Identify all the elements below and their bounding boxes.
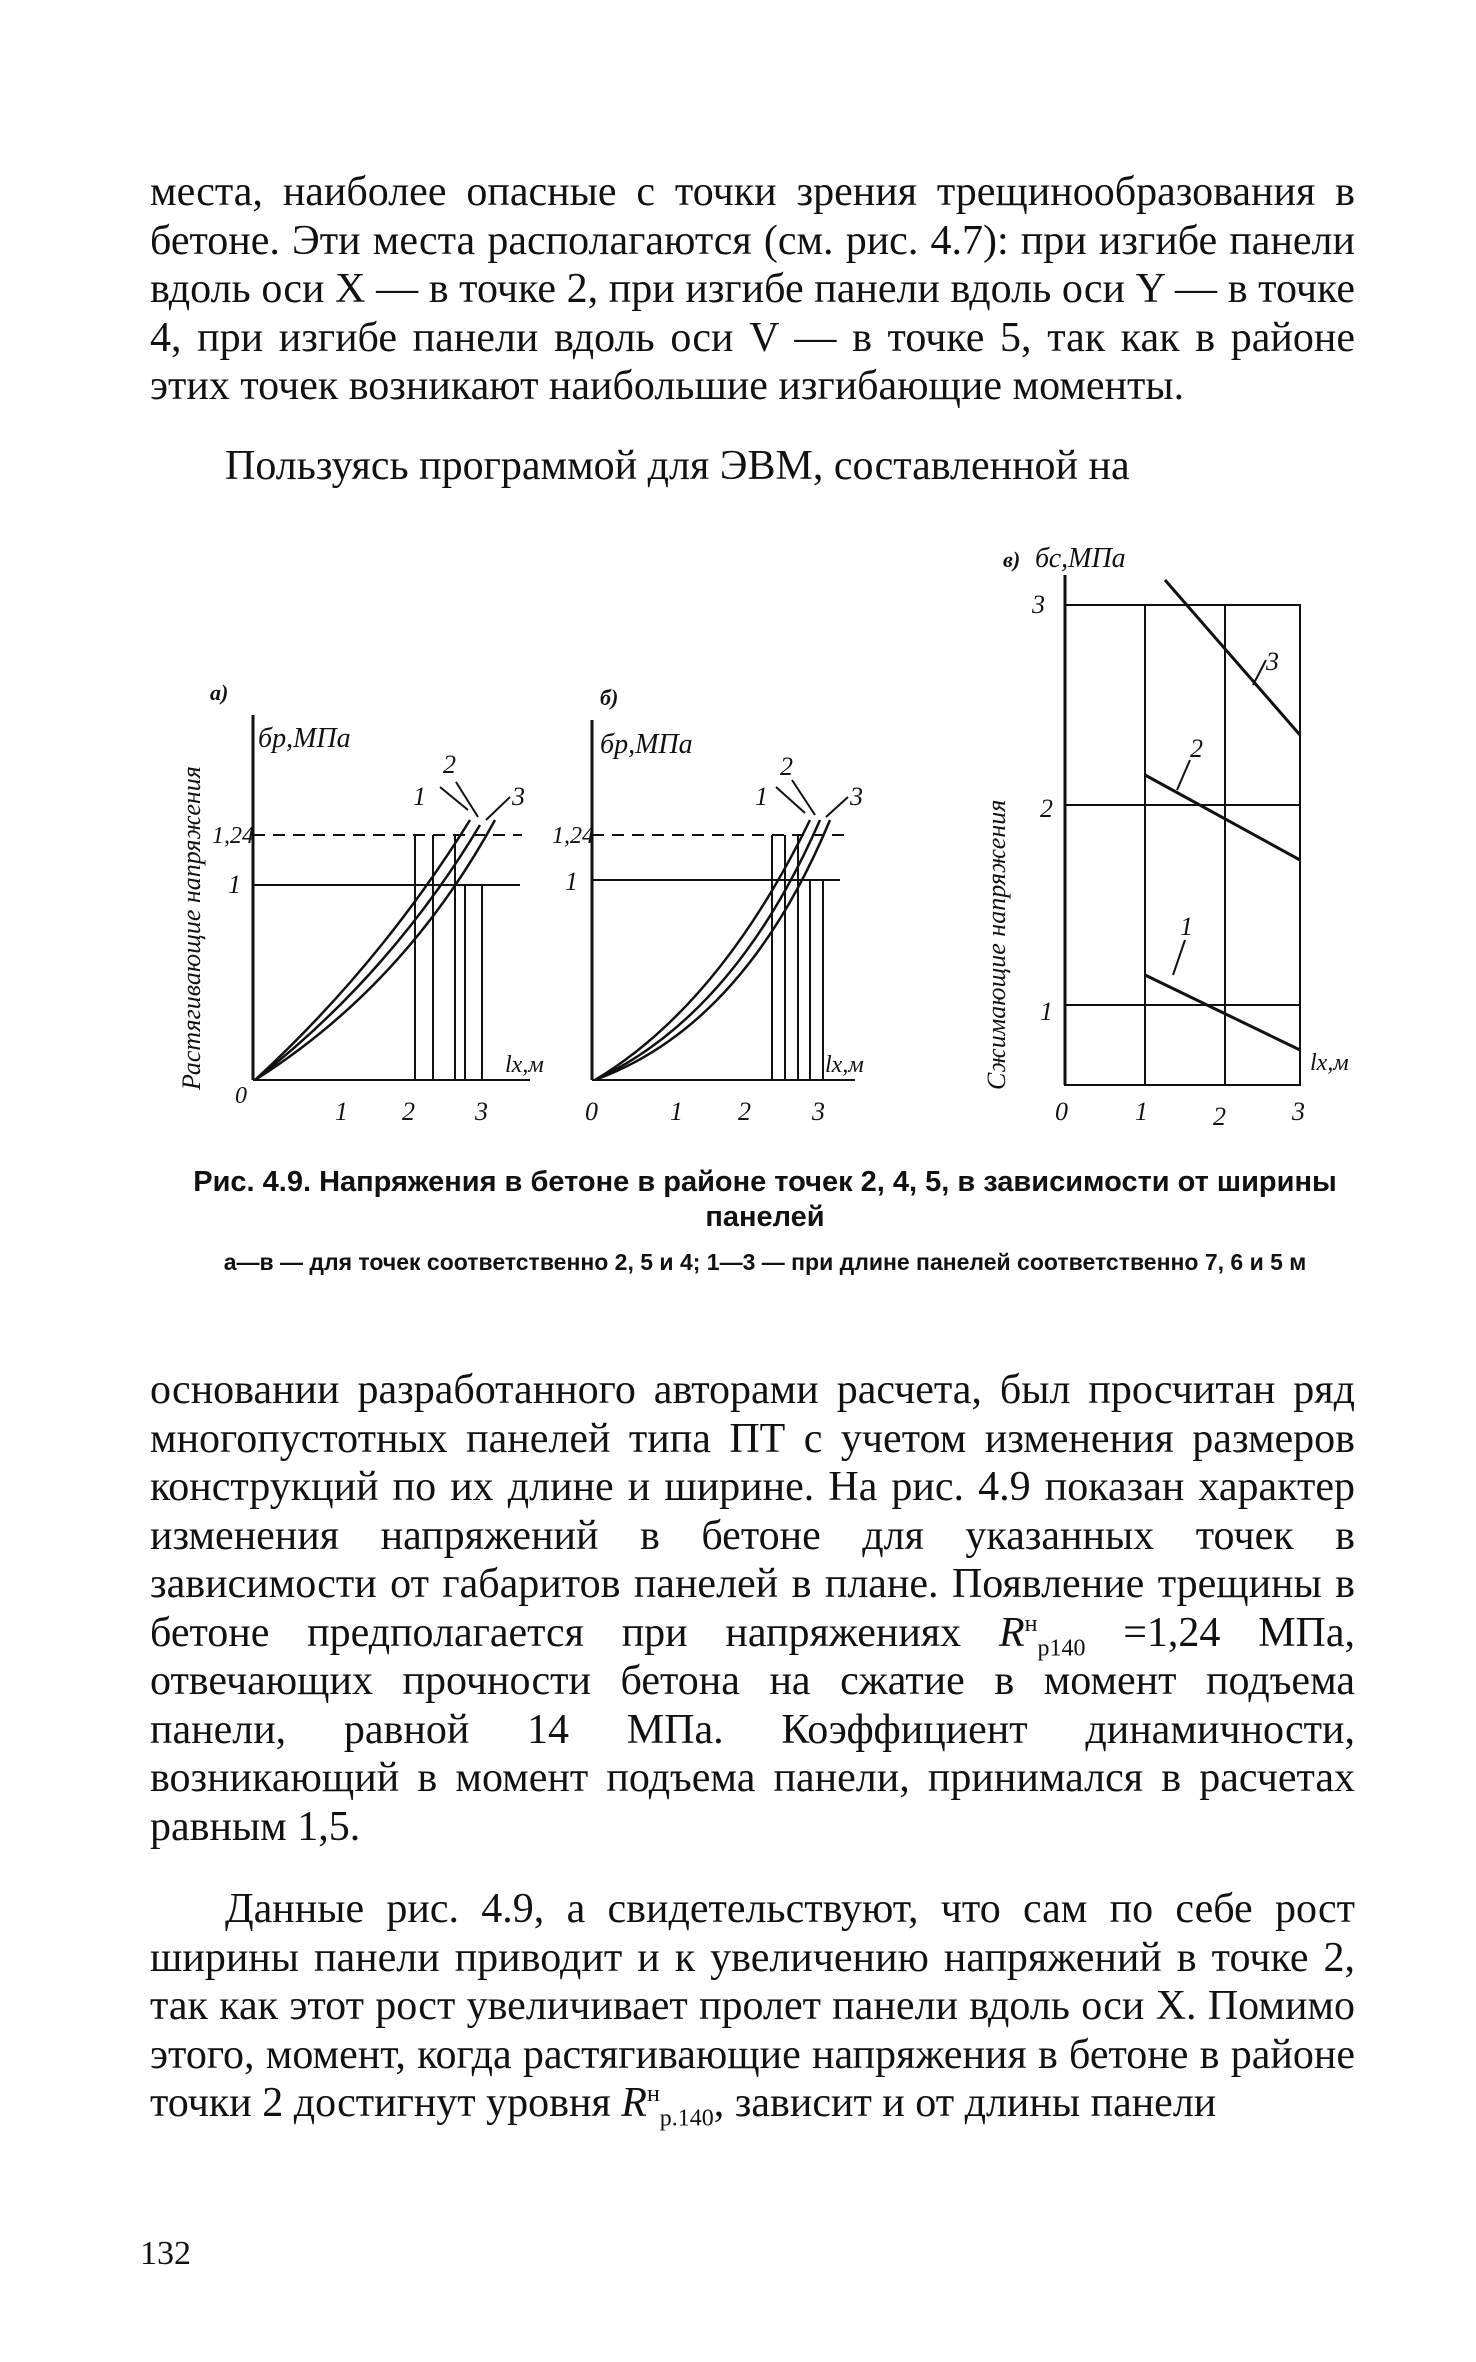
panel-c-frame [1065, 605, 1300, 1085]
r2-sup: н [646, 2081, 660, 2107]
panel-a-x-tick-1: 1 [335, 1097, 348, 1126]
panel-b-curve-label-1: 1 [755, 782, 768, 811]
continuation-text-b: =1,24 МПа, отвечающих прочности бетона на сжатие в момент подъема панели, равной 14 МПа. Коэффициент динамичности, возникающий в момент подъема панели, принимался в расчетах равным 1,5. [150, 1609, 1356, 1850]
panel-a-curve-label-3: 3 [512, 782, 525, 811]
panel-b-y-label: бр,МПа [600, 729, 693, 760]
panel-b-curve-label-3: 3 [850, 782, 863, 811]
last-paragraph [150, 1885, 1355, 2132]
panel-c-x-label: lx,м [1310, 1050, 1349, 1076]
panel-c-curve-label-1: 1 [1180, 912, 1193, 941]
panel-a-curve-label-1: 1 [413, 782, 426, 811]
panel-c-curve-label-2: 2 [1190, 734, 1203, 763]
panel-a-curves [255, 820, 495, 1080]
panel-b-x-tick-1: 1 [670, 1097, 683, 1126]
panel-a-x-tick-2: 2 [402, 1097, 415, 1126]
r2-symbol: R [621, 2080, 647, 2126]
panel-a-y-tick-124: 1,24 [212, 823, 254, 849]
figure-4-9 [160, 535, 1360, 1160]
panel-c-y-label: бс,МПа [1035, 543, 1126, 574]
panel-b-x-tick-3: 3 [812, 1097, 825, 1126]
figure-caption-title: Рис. 4.9. Напряжения в бетоне в районе точек 2, 4, 5, в зависимости от ширины панелей [193, 1166, 1337, 1233]
last-text-b: , зависит и от длины панели [713, 2080, 1217, 2126]
page-number: 132 [140, 2235, 191, 2272]
panel-b [552, 685, 864, 1126]
panel-b-x-label: lx,м [825, 1052, 864, 1078]
panel-a-curve-label-2: 2 [443, 750, 456, 779]
panel-c-x-tick-0: 0 [1055, 1097, 1068, 1126]
panel-c [982, 543, 1349, 1131]
panel-b-curve-3 [595, 820, 830, 1080]
panel-a-side-label: Растягивающие напряжения [177, 766, 206, 1090]
top-paragraph: места, наиболее опасные с точки зрения трещинообразования в бетоне. Эти места располагаются (см. рис. 4.7): при изгибе панели вдоль оси X — в точке 2, при изгибе панели вдоль оси Y — в точке 4, при изгибе панели вдоль оси V — в точке 5, так как в районе этих точек возникают наибольшие изгибающие моменты. [150, 169, 1355, 409]
panel-a-y-tick-1: 1 [228, 870, 241, 899]
panel-b-curve-label-2: 2 [780, 752, 793, 781]
panel-b-label: б) [600, 685, 619, 710]
panel-c-x-tick-1: 1 [1135, 1097, 1148, 1126]
panel-c-curve-2 [1145, 775, 1300, 860]
panel-a [177, 680, 544, 1126]
panel-a-x-tick-3: 3 [475, 1097, 488, 1126]
panel-c-curve-1 [1145, 975, 1300, 1050]
panel-a-x-tick-0: 0 [235, 1083, 247, 1109]
panel-c-y-tick-2: 2 [1040, 794, 1053, 823]
panel-a-curve-2 [255, 825, 480, 1080]
panel-c-curve-label-3: 3 [1266, 647, 1279, 676]
panel-c-x-tick-2: 2 [1213, 1102, 1226, 1131]
panel-b-curve-2 [595, 820, 820, 1080]
r-symbol: R [998, 1609, 1025, 1656]
last-text-a: Данные рис. 4.9, а свидетельствуют, что сам по себе рост ширины панели приводит и к увеличению напряжений в точке 2, так как этот рост увеличивает пролет панели вдоль оси X. Помимо этого, момент, когда растягивающие напряжения в бетоне в районе точки 2 достигнут уровня [150, 1886, 1355, 2126]
panel-b-x-tick-2: 2 [738, 1097, 751, 1126]
panel-c-y-tick-3: 3 [1032, 590, 1045, 619]
r2-sub: р.140 [659, 2105, 714, 2132]
panel-a-label: а) [210, 680, 229, 705]
r-sub: р140 [1037, 1634, 1086, 1661]
panel-b-x-tick-0: 0 [585, 1097, 598, 1126]
continuation-text-a: основании разработанного авторами расчета, был просчитан ряд многопустотных панелей типа ПТ с учетом изменения размеров конструкций по их длине и ширине. На рис. 4.9 показан характер изменения напряжений в бетоне для указанных точек в зависимости от габаритов панелей в плане. Появление трещины в бетоне предполагается при напряжениях [150, 1367, 1355, 1656]
figure-caption-note: а—в — для точек соответственно 2, 5 и 4; 1—3 — при длине панелей соответственно 7, 6 и 5 м [223, 1249, 1307, 1275]
panel-c-label: в) [1003, 547, 1021, 572]
panel-a-x-label: lx,м [505, 1052, 544, 1078]
panel-b-curve-1 [595, 820, 810, 1080]
panel-c-side-label: Сжимающие напряжения [982, 799, 1011, 1090]
panel-a-y-label: бр,МПа [258, 723, 351, 754]
panel-b-curves [595, 820, 830, 1080]
panel-c-x-tick-3: 3 [1292, 1097, 1305, 1126]
panel-b-y-tick-1: 1 [565, 867, 578, 896]
second-paragraph: Пользуясь программой для ЭВМ, составленной на [225, 443, 1130, 489]
continuation-paragraph [150, 1366, 1355, 1851]
panel-a-curve-1 [255, 820, 470, 1080]
r-sup: н [1024, 1610, 1038, 1637]
panel-c-y-tick-1: 1 [1040, 997, 1053, 1026]
panel-c-curve-3 [1165, 580, 1300, 735]
panel-b-y-tick-124: 1,24 [552, 823, 594, 849]
